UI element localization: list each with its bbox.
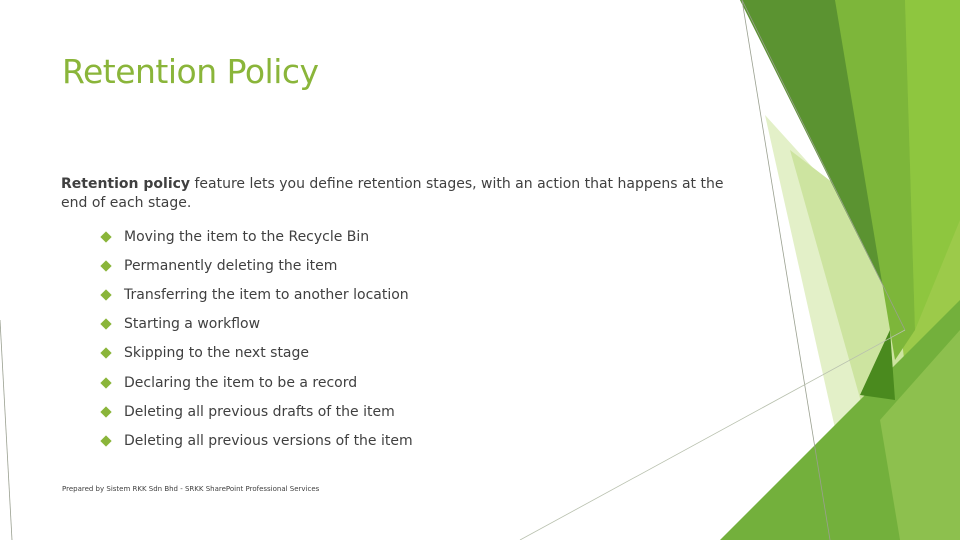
bullet-list	[100, 222, 413, 456]
diamond-bullet-icon	[100, 406, 111, 417]
diamond-bullet-icon	[100, 377, 111, 388]
bullet-text: Starting a workflow	[124, 316, 261, 333]
intro-text: feature lets you define retention stages, with an action that happens at the end of each stage.	[61, 176, 724, 211]
list-item	[100, 397, 413, 426]
intro-bold-term: Retention policy	[61, 176, 191, 192]
bullet-text: Declaring the item to be a record	[124, 374, 358, 391]
diamond-bullet-icon	[100, 260, 111, 271]
list-item	[100, 310, 413, 339]
list-item	[100, 339, 413, 368]
bullet-text: Deleting all previous drafts of the item	[124, 403, 395, 420]
diamond-bullet-icon	[100, 231, 111, 242]
bullet-text: Permanently deleting the item	[124, 257, 338, 274]
thin-line-left	[0, 320, 12, 540]
list-item	[100, 368, 413, 397]
list-item	[100, 222, 413, 251]
diamond-bullet-icon	[100, 435, 111, 446]
diamond-bullet-icon	[100, 318, 111, 329]
bullet-text: Skipping to the next stage	[124, 345, 310, 362]
footer-text: Prepared by Sistem RKK Sdn Bhd - SRKK SharePoint Professional Services	[62, 485, 320, 493]
bullet-text: Transferring the item to another location	[124, 286, 409, 303]
list-item	[100, 426, 413, 455]
list-item	[100, 280, 413, 309]
bullet-text: Deleting all previous versions of the item	[124, 432, 413, 449]
diamond-bullet-icon	[100, 289, 111, 300]
bullet-text: Moving the item to the Recycle Bin	[124, 228, 370, 245]
intro-paragraph	[61, 175, 741, 213]
slide-title: Retention Policy	[62, 52, 319, 91]
diamond-bullet-icon	[100, 348, 111, 359]
list-item	[100, 251, 413, 280]
